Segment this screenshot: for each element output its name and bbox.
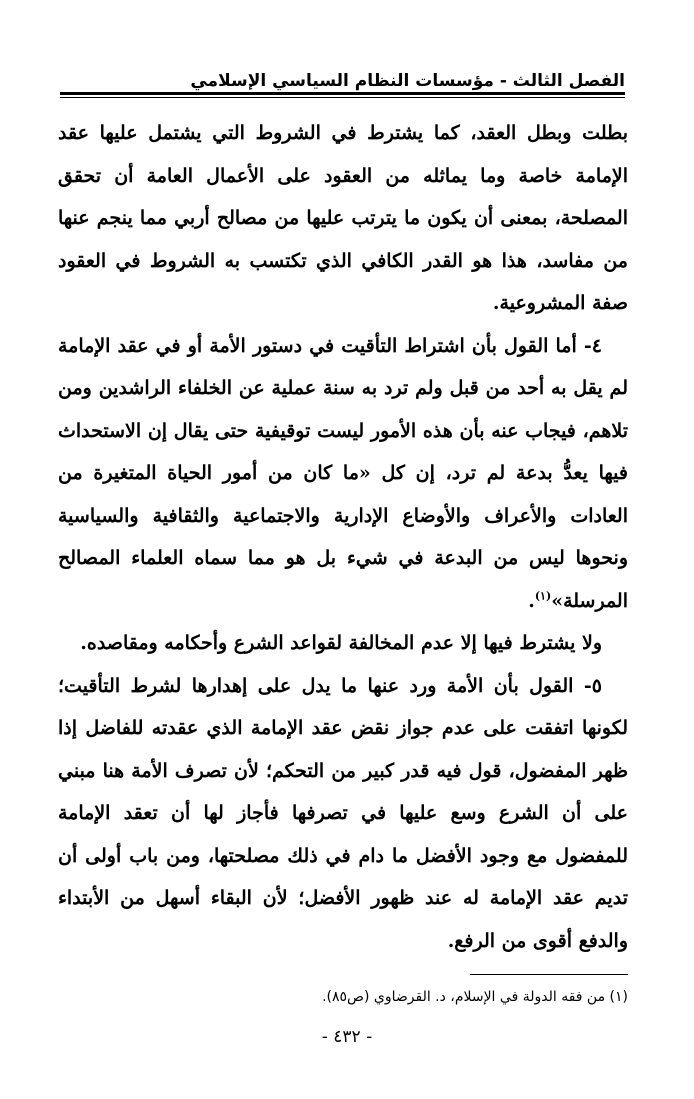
footnote-reference: (١) xyxy=(534,589,552,603)
page-number: - ٤٣٢ - xyxy=(321,1027,373,1047)
paragraph-3: ولا يشترط فيها إلا عدم المخالفة لقواعد الشرع وأحكامه ومقاصده. xyxy=(80,632,602,654)
header-rule-thick xyxy=(60,92,625,95)
paragraph-2-end: . xyxy=(528,589,535,612)
main-text xyxy=(58,112,628,962)
footnote-separator xyxy=(470,974,628,975)
paragraph-2-text: ٤- أما القول بأن اشتراط التأقيت في دستور الأمة أو في عقد الإمامة لم يقل به أحد من قبل ولم ترد به سنة عملية عن الخلفاء الراشدين ومن تلاهم، فيجاب عنه بأن هذه الأمور ليست توقيفية حتى يقال إن الاستحداث فيها يعدُّ بدعة لم ترد، إن كل «ما كان من أمور الحياة المتغيرة من العادات والأعراف والأوضاع الإدارية والاجتماعية والثقافية والسياسية ونحوها ليس من البدعة في شيء بل هو مما سماه العلماء المصالح المرسلة» xyxy=(58,334,628,612)
paragraph-2 xyxy=(58,325,628,623)
paragraph-1: بطلت وبطل العقد، كما يشترط في الشروط التي يشتمل عليها عقد الإمامة خاصة وما يماثله من العقود على الأعمال العامة أن تحقق المصلحة، بمعنى أن يكون ما يترتب عليها من مصالح أربي مما ينجم عنها من مفاسد، هذا هو القدر الكافي الذي تكتسب به الشروط في العقود صفة المشروعية. xyxy=(58,122,628,314)
header-rule-thin xyxy=(60,97,625,98)
running-header: الفصل الثالث - مؤسسات النظام السياسي الإسلامي xyxy=(190,71,625,91)
footnote: (١) من فقه الدولة في الإسلام، د. القرضاوي (ص٨٥). xyxy=(322,989,628,1005)
paragraph-4: ٥- القول بأن الأمة ورد عنها ما يدل على إهدارها لشرط التأقيت؛ لكونها اتفقت على عدم جواز نقض عقد الإمامة الذي عقدته للفاضل إذا ظهر المفضول، قول فيه قدر كبير من التحكم؛ لأن تصرف الأمة هنا مبني على أن الشرع وسع عليها في تصرفها فأجاز لها أن تعقد الإمامة للمفضول مع وجود الأفضل ما دام في ذلك مصلحتها، ومن باب أولى أن تديم عقد الإمامة له عند ظهور الأفضل؛ لأن البقاء أسهل من الأبتداء والدفع أقوى من الرفع. xyxy=(58,674,628,952)
